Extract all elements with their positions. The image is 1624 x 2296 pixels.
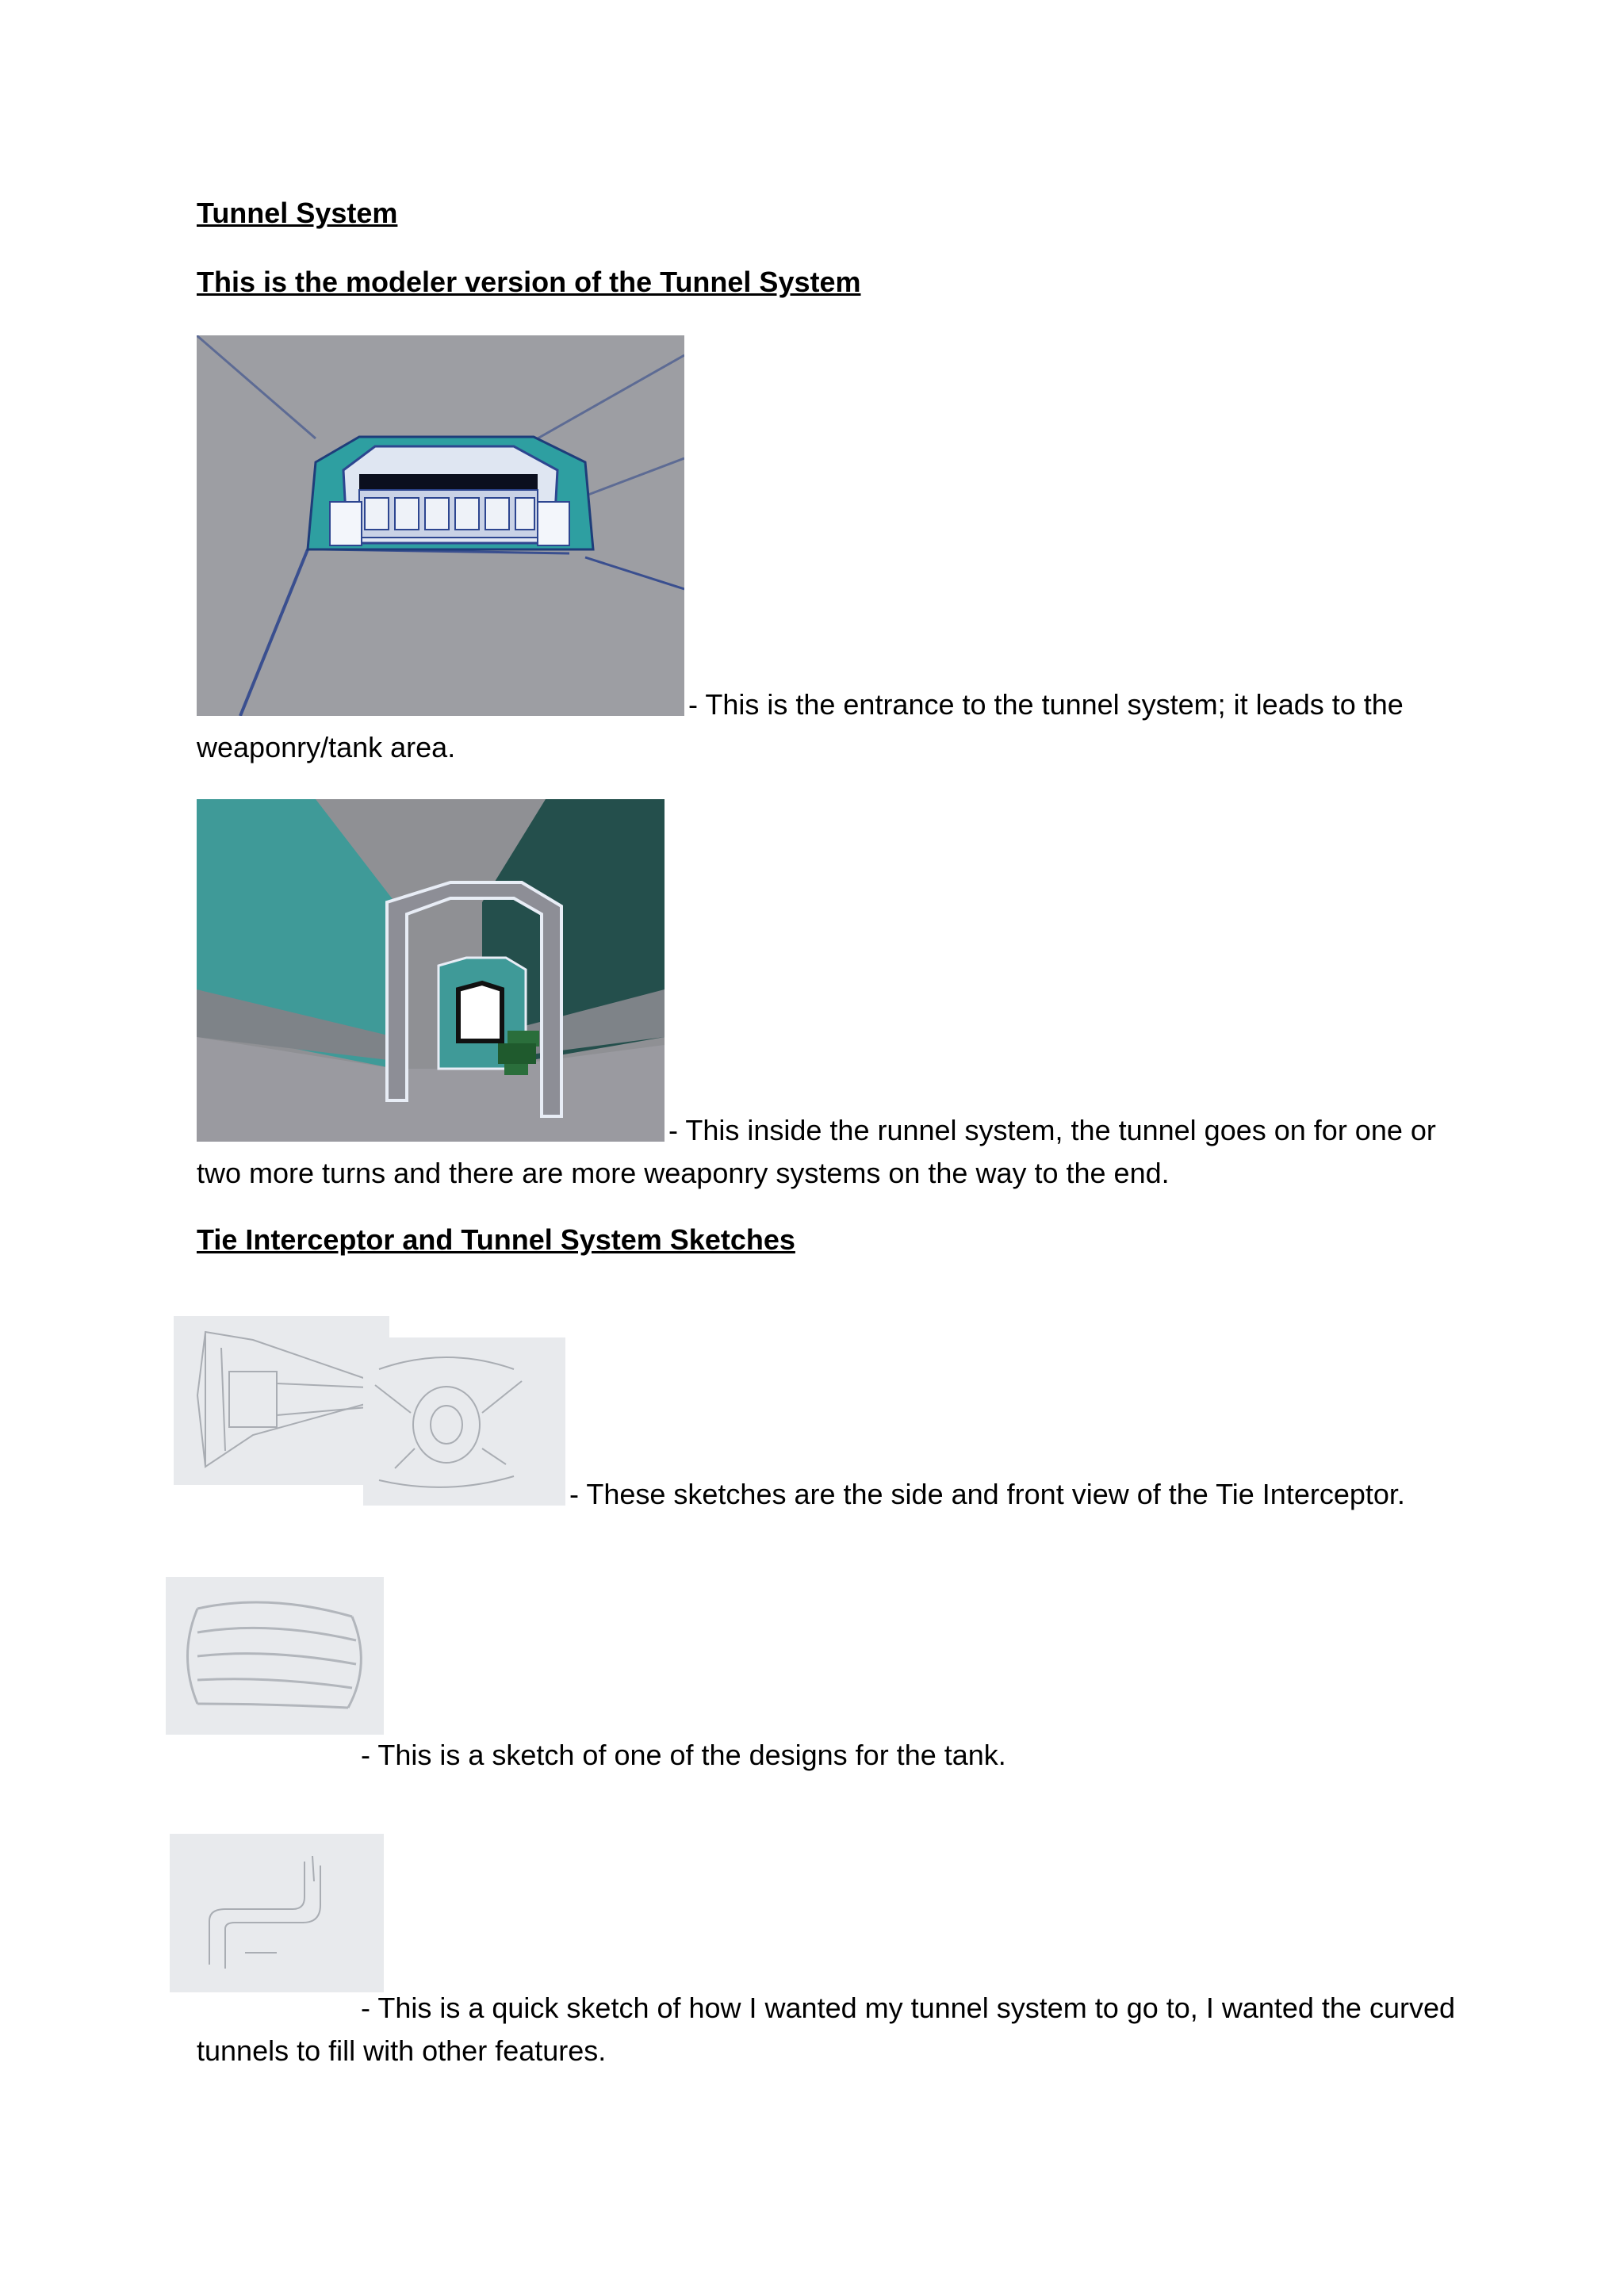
section-heading-sketches: Tie Interceptor and Tunnel System Sketches [197,1223,795,1256]
caption-tank: - This is a sketch of one of the designs for the tank. [361,1739,1006,1771]
caption-entrance-line1: - This is the entrance to the tunnel system; it leads to the [688,688,1404,721]
caption-inside-line1: - This inside the runnel system, the tunnel goes on for one or [668,1114,1436,1146]
caption-entrance-line2: weaponry/tank area. [197,731,456,763]
tunnel-entrance-render [197,335,684,716]
caption-tunnel-sketch-line1: - This is a quick sketch of how I wanted my tunnel system to go to, I wanted the curved [361,1992,1456,2024]
caption-tie-interceptor: - These sketches are the side and front view of the Tie Interceptor. [569,1478,1405,1510]
tank-design-sketch [166,1577,384,1735]
tunnel-layout-sketch [170,1834,384,1992]
caption-tunnel-sketch-line2: tunnels to fill with other features. [197,2034,607,2067]
tie-interceptor-side-sketch [174,1316,389,1485]
section-heading-modeler: This is the modeler version of the Tunnel System [197,266,861,298]
tie-interceptor-front-sketch [363,1337,565,1506]
tunnel-inside-render [197,799,665,1142]
page-title: Tunnel System [197,197,398,229]
caption-inside-line2: two more turns and there are more weaponry systems on the way to the end. [197,1157,1170,1189]
